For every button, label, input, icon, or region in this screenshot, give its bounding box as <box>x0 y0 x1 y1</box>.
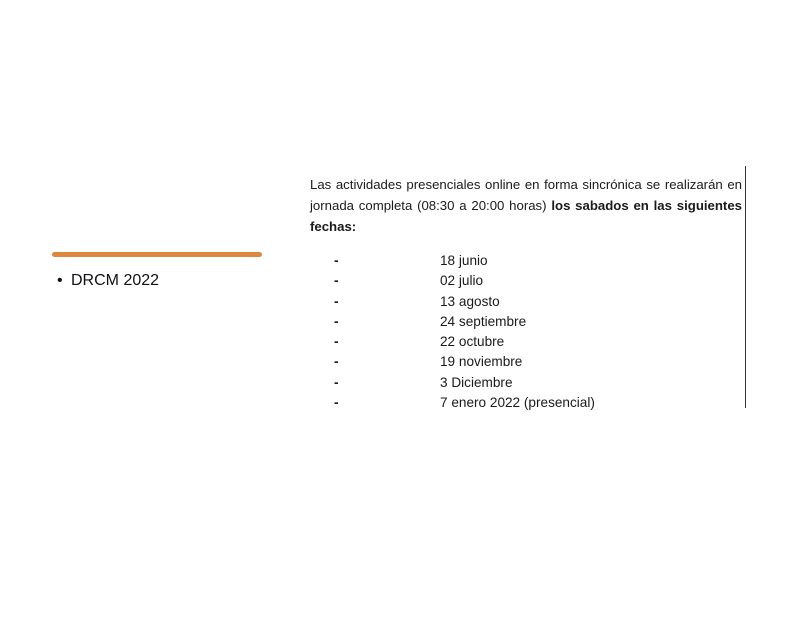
date-row <box>310 373 742 393</box>
date-row <box>310 251 742 271</box>
intro-regular: Las actividades presenciales online en forma sincrónica se realizarán en jornada completa (08:30 a 20:00 horas) <box>310 177 742 213</box>
date-text: 02 julio <box>440 273 484 289</box>
bullet-text: DRCM 2022 <box>71 272 160 289</box>
notice-image <box>310 174 742 413</box>
date-text: 24 septiembre <box>440 313 527 329</box>
date-dash: - <box>334 253 339 268</box>
date-list <box>310 251 742 413</box>
date-row <box>310 312 742 332</box>
date-dash: - <box>334 293 339 309</box>
vertical-rule <box>745 166 746 408</box>
bullet-list-item <box>57 271 159 291</box>
date-dash: - <box>334 395 339 411</box>
date-dash: - <box>334 313 339 329</box>
date-text: 19 noviembre <box>440 354 523 370</box>
date-dash: - <box>334 273 339 289</box>
date-text: 3 Diciembre <box>440 374 513 390</box>
date-text: 7 enero 2022 (presencial) <box>440 395 595 411</box>
date-text: 18 junio <box>440 253 488 268</box>
notice-intro <box>310 174 742 237</box>
date-dash: - <box>334 334 339 350</box>
date-text: 13 agosto <box>440 293 500 309</box>
date-dash: - <box>334 374 339 390</box>
date-row <box>310 271 742 291</box>
date-row <box>310 393 742 413</box>
date-row <box>310 352 742 372</box>
date-dash: - <box>334 354 339 370</box>
date-row <box>310 292 742 312</box>
date-text: 22 octubre <box>440 334 505 350</box>
date-row <box>310 332 742 352</box>
accent-line <box>52 252 262 257</box>
bullet-marker: • <box>57 272 63 289</box>
intro-bold: los sabados en las siguientes fechas: <box>310 198 742 234</box>
